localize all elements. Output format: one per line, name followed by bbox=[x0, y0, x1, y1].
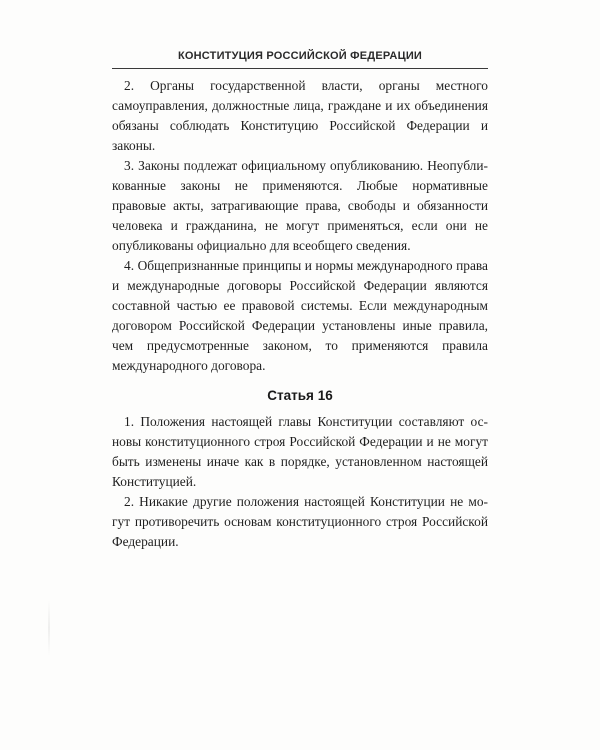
article15-paragraph-4: 4. Общепризнанные принципы и нормы международного права и международные договоры Российской Федерации являются составной частью ее правовой системы. Если международным договором Российской Федерации установлены иные правила, чем предусмотренные законом, то применяются правила международного договора. bbox=[112, 258, 488, 373]
article16-paragraph-1: 1. Положения настоящей главы Конституции составляют основы конституционного строя Российской Федерации и не могут быть изменены иначе как в порядке, установленном настоящей Конституцией. bbox=[112, 414, 488, 489]
article15-paragraph-3: 3. Законы подлежат официальному опубликованию. Неопубликованные законы не применяются. Любые нормативные правовые акты, затрагивающие права, свободы и обязанности человека и гражданина, не могут применяться, если они не опубликованы официально для всеобщего сведения. bbox=[112, 158, 488, 253]
article15-paragraph-2: 2. Органы государственной власти, органы местного самоуправления, должностные лица, граждане и их объединения обязаны соблюдать Конституцию Российской Федерации и законы. bbox=[112, 78, 488, 153]
header-rule bbox=[112, 68, 488, 69]
article16-paragraph-2: 2. Никакие другие положения настоящей Конституции не могут противоречить основам конституционного строя Российской Федерации. bbox=[112, 494, 488, 549]
article16-title: Статья 16 bbox=[267, 388, 333, 403]
running-head: КОНСТИТУЦИЯ РОССИЙСКОЙ ФЕДЕРАЦИИ bbox=[177, 50, 423, 62]
page-edge-shadow bbox=[48, 600, 50, 656]
page-content bbox=[112, 76, 488, 552]
